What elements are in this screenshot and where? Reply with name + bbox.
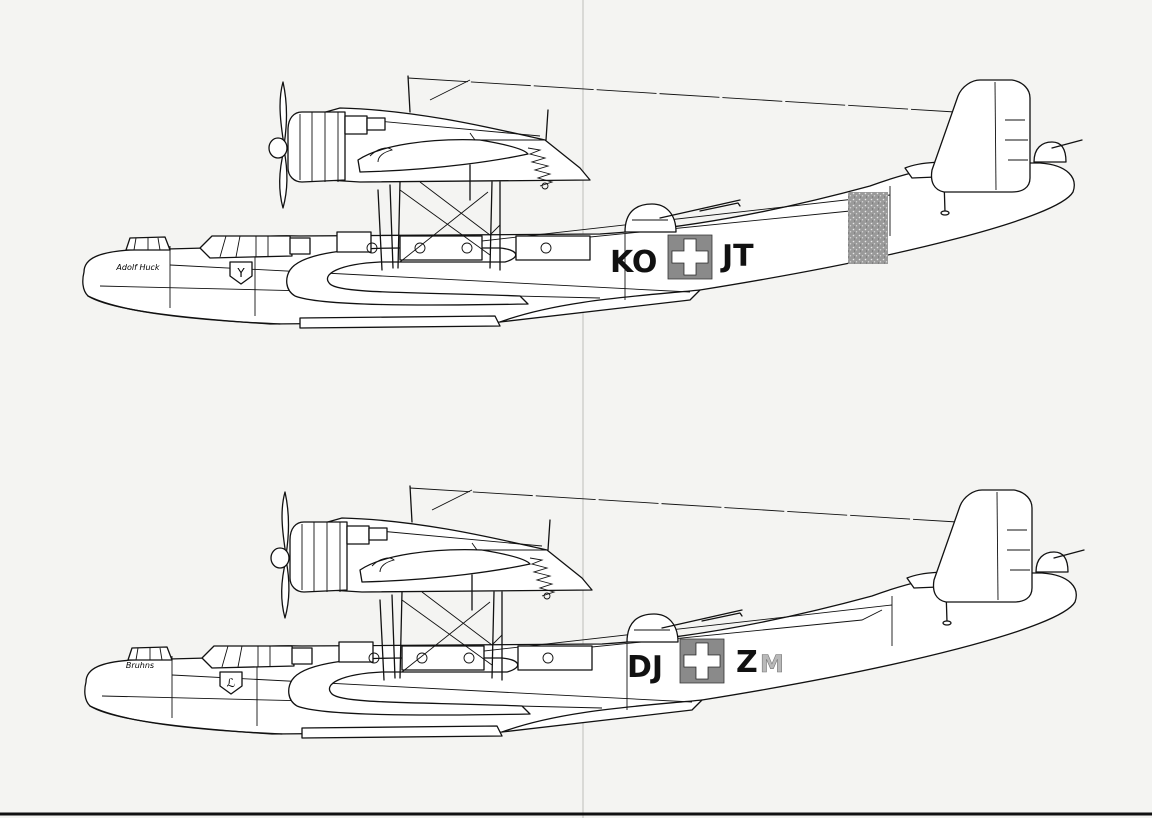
nose-name: Bruhns [125, 661, 155, 670]
code-letters-right: JT [722, 239, 754, 274]
nose-name: Adolf Huck [116, 263, 160, 272]
fin-band [848, 192, 888, 264]
balkenkreuz [680, 639, 724, 683]
code-letters-right: Z [736, 645, 758, 680]
code-letter-faded: M [760, 650, 784, 678]
emblem-glyph: ℒ [226, 676, 236, 690]
code-letters-left: KO [610, 245, 658, 280]
flying-boat-drawing [85, 486, 1084, 738]
code-letters-left: DJ [627, 650, 664, 685]
aircraft-profile-bottom [85, 486, 1084, 738]
balkenkreuz [668, 235, 712, 279]
emblem-glyph: Y [237, 266, 245, 280]
